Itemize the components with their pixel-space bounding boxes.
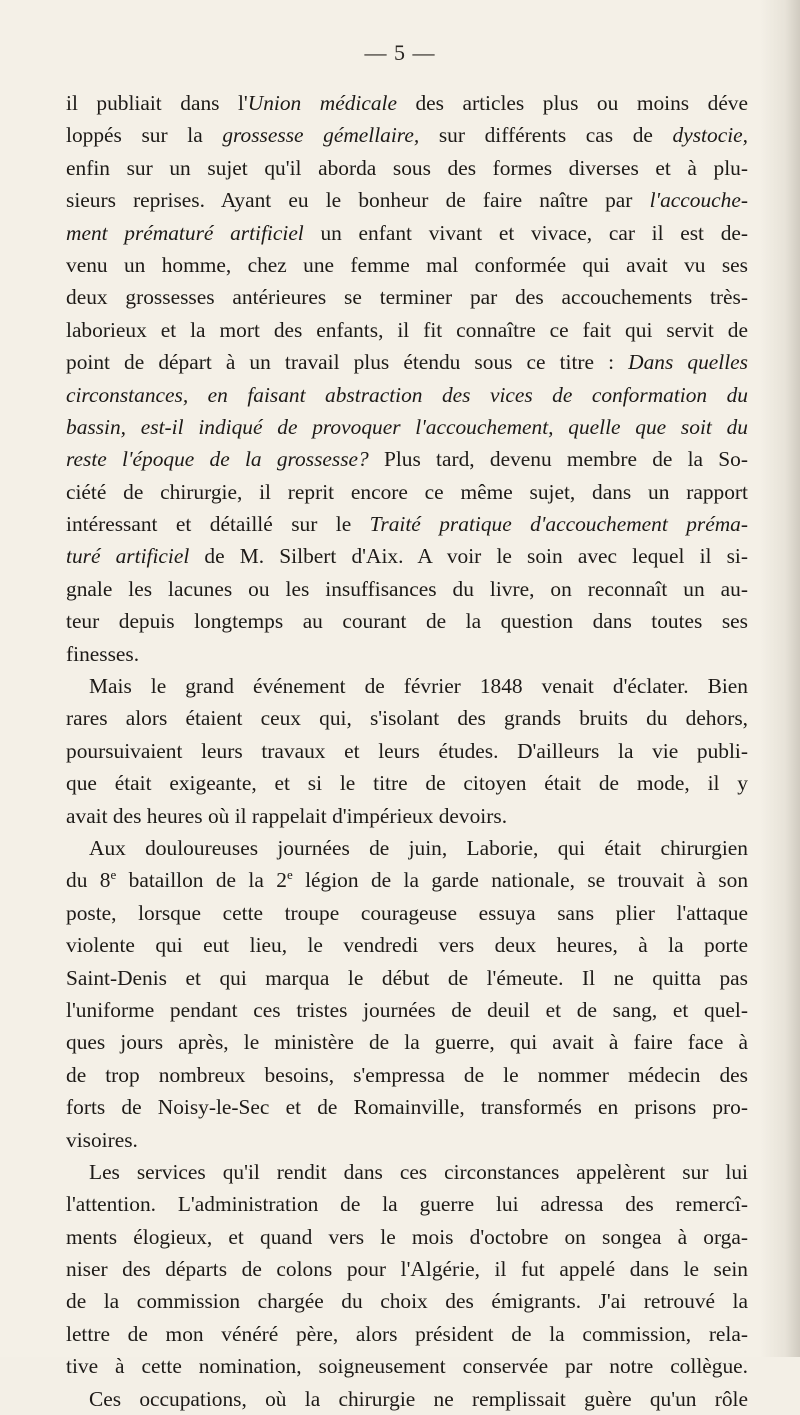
italic-text-span: l'accouche- [649,188,748,213]
text-line [66,832,748,864]
text-line [66,540,748,572]
italic-text-span: Dans quelles [628,350,748,375]
text-line [66,152,748,184]
text-line [66,443,748,475]
text-line [66,735,748,767]
text-span: Les services qu'il rendit dans ces circonstances appelèrent sur lui [89,1159,748,1184]
text-line [66,994,748,1026]
text-line [66,573,748,605]
text-span: lettre de mon vénéré père, alors président de la commission, rela- [66,1321,748,1346]
text-line [66,249,748,281]
text-span: bataillon de la 2 [116,868,287,893]
superscript-text: e [110,867,117,883]
text-line [66,281,748,313]
italic-text-span: reste l'époque de la grossesse? [66,447,369,472]
text-span: l'uniforme pendant ces tristes journées de deuil et de sang, et quel- [66,997,748,1022]
italic-text-span: grossesse gémellaire, [222,123,420,148]
text-line [66,1253,748,1285]
text-line [66,864,748,896]
italic-text-span: Union médicale [247,91,397,115]
text-span: de la commission chargée du choix des émigrants. J'ai retrouvé la [66,1289,748,1314]
text-span: violente qui eut lieu, le vendredi vers deux heures, à la porte [66,933,748,958]
text-span: venu un homme, chez une femme mal conformée qui avait vu ses [66,252,748,277]
text-line [66,1059,748,1091]
text-line [66,379,748,411]
italic-text-span: ment prématuré artificiel [66,220,304,245]
text-span: de trop nombreux besoins, s'empressa de le nommer médecin des [66,1062,748,1087]
text-line [66,670,748,702]
text-span: ciété de chirurgie, il reprit encore ce même sujet, dans un rapport [66,479,748,504]
text-span: l'attention. L'administration de la guerre lui adressa des remercî- [66,1192,748,1217]
text-line [66,411,748,443]
text-span: Plus tard, devenu membre de la So- [368,447,749,472]
text-span: Mais le grand événement de février 1848 venait d'éclater. Bien [89,674,748,699]
text-span: laborieux et la mort des enfants, il fit connaître ce fait qui servit de [66,317,748,342]
text-span: visoires. [66,1127,138,1152]
italic-text-span: circonstances, en faisant abstraction des vices de conformation du [66,382,748,407]
text-line [66,800,748,832]
text-span: gnale les lacunes ou les insuffisances du livre, on reconnaît un au- [66,576,748,601]
text-line [66,1221,748,1253]
text-span: sieurs reprises. Ayant eu le bonheur de faire naître par [66,188,650,213]
text-line [66,605,748,637]
text-span: légion de la garde nationale, se trouvait à son [292,868,749,893]
text-line [66,217,748,249]
text-span: rares alors étaient ceux qui, s'isolant des grands bruits du dehors, [66,706,748,731]
italic-text-span: Traité pratique d'accouchement préma- [369,512,748,537]
page-number: — 5 — [364,40,436,65]
text-span: forts de Noisy-le-Sec et de Romainville, transformés en prisons pro- [66,1095,748,1120]
text-line [66,119,748,151]
text-line [66,638,748,670]
text-line [66,346,748,378]
text-line [66,702,748,734]
text-span: ments élogieux, et quand vers le mois d'octobre on songea à orga- [66,1224,748,1249]
text-span: du 8 [66,868,111,893]
superscript-text: e [286,867,293,883]
text-span: il publiait dans l' [66,91,248,115]
text-span: deux grossesses antérieures se terminer par des accouchements très- [66,285,748,310]
text-span: loppés sur la [66,123,223,148]
text-line [66,476,748,508]
text-span: de M. Silbert d'Aix. A voir le soin avec lequel il si- [189,544,748,569]
italic-text-span: bassin, est-il indiqué de provoquer l'accouchement, quelle que soit du [66,414,748,439]
text-line [66,314,748,346]
text-line [66,929,748,961]
text-line [66,1350,748,1382]
text-span: teur depuis longtemps au courant de la question dans toutes ses [66,609,748,634]
text-span: finesses. [66,641,140,666]
text-line [66,1318,748,1350]
text-line [66,1091,748,1123]
italic-text-span: dystocie, [672,123,748,148]
text-span: un enfant vivant et vivace, car il est de- [303,220,749,245]
text-line [66,1026,748,1058]
text-span: Ces occupations, où la chirurgie ne remplissait guère qu'un rôle [89,1386,748,1411]
body-text [66,87,748,1415]
italic-text-span: turé artificiel [66,544,190,569]
text-line [66,897,748,929]
text-span: Saint-Denis et qui marqua le début de l'émeute. Il ne quitta pas [66,965,748,990]
text-line [66,962,748,994]
text-line [66,1383,748,1415]
text-span: Aux douloureuses journées de juin, Laborie, qui était chirurgien [89,835,748,860]
text-line [66,1188,748,1220]
text-span: poste, lorsque cette troupe courageuse essuya sans plier l'attaque [66,900,748,925]
text-span: avait des heures où il rappelait d'impérieux devoirs. [66,803,508,828]
text-span: intéressant et détaillé sur le [66,512,370,537]
text-span: niser des départs de colons pour l'Algérie, il fut appelé dans le sein [66,1257,748,1282]
text-span: poursuivaient leurs travaux et leurs études. D'ailleurs la vie publi- [66,738,748,763]
text-span: sur différents cas de [419,123,673,148]
text-line [66,508,748,540]
text-span: ques jours après, le ministère de la guerre, qui avait à faire face à [66,1030,748,1055]
text-span: que était exigeante, et si le titre de citoyen était de mode, il y [66,771,748,796]
text-span: tive à cette nomination, soigneusement conservée par notre collègue. [66,1354,748,1379]
text-line [66,1156,748,1188]
text-line [66,1124,748,1156]
text-line [66,184,748,216]
text-line [66,87,748,119]
text-span: des articles plus ou moins déve [396,91,748,115]
text-span: point de départ à un travail plus étendu sous ce titre : [66,350,629,375]
text-line [66,767,748,799]
text-span: enfin sur un sujet qu'il aborda sous des formes diverses et à plu- [66,155,748,180]
text-line [66,1285,748,1317]
